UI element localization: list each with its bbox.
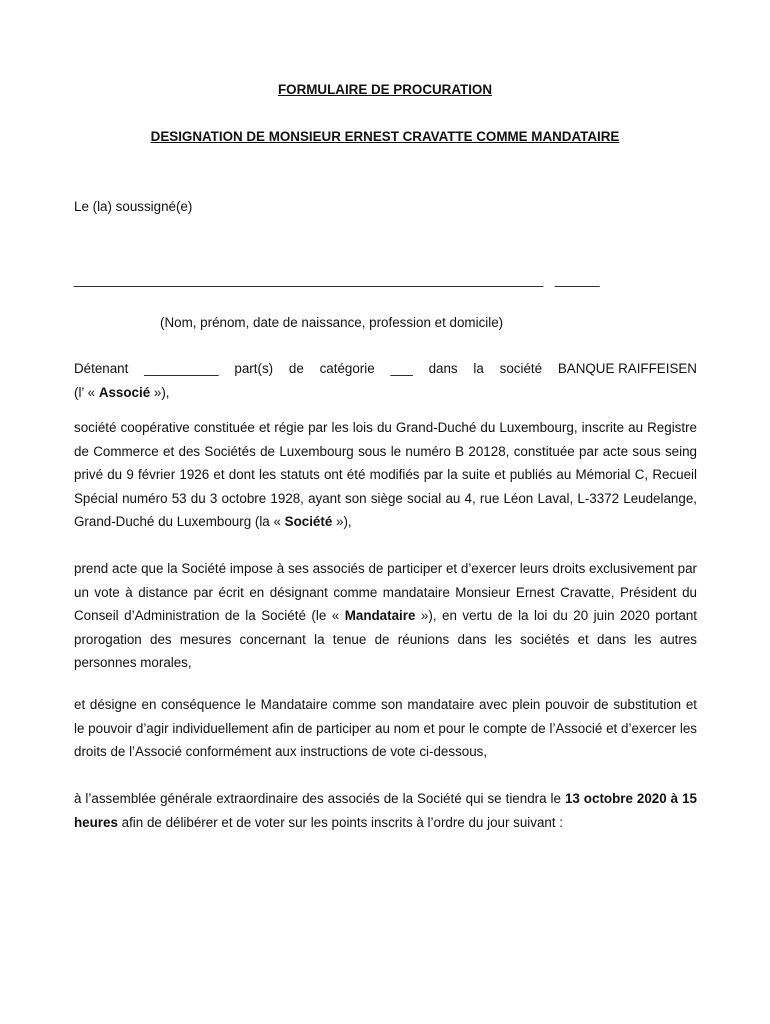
- holding-categorie: catégorie: [319, 361, 375, 376]
- assembly-paragraph: [74, 787, 697, 834]
- holding-dans: dans: [428, 361, 458, 376]
- acte-text: prend acte que la Société impose à ses associés de participer et d’exercer leurs droits exclusivement par un vote à distance par écrit en désignant comme mandataire Monsieur Ernest Cravatte, Président du Conseil d’Administration de la Société (le «: [74, 561, 697, 623]
- holding-parts-label: part(s): [234, 361, 274, 376]
- holding-blank-category: ___: [390, 361, 413, 376]
- company-defined-term: Société: [284, 514, 333, 529]
- acte-defined-term: Mandataire: [344, 608, 416, 623]
- holding-associe-pre: (l’ «: [74, 384, 99, 400]
- company-paragraph: [74, 416, 697, 534]
- identity-blank-line: [74, 268, 600, 292]
- holding-line-2: [74, 381, 697, 405]
- document-subtitle: DESIGNATION DE MONSIEUR ERNEST CRAVATTE COMME MANDATAIRE: [150, 129, 620, 144]
- holding-associe-post: »),: [150, 384, 170, 400]
- undersigned-label: Le (la) soussigné(e): [74, 199, 193, 214]
- holding-paragraph: [74, 357, 697, 404]
- acte-text-end: »), en vertu de la loi du 20 juin 2020 portant prorogation des mesures concernant la tenue de réunions dans les sociétés et dans les autres personnes morales,: [74, 608, 697, 670]
- holding-la: la: [473, 361, 484, 376]
- designation-paragraph: et désigne en conséquence le Mandataire comme son mandataire avec plein pouvoir de substitution et le pouvoir d’agir individuellement afin de participer au nom et pour le compte de l’Associé et d’exercer les droits de l’Associé conformément aux instructions de vote ci-dessous,: [74, 697, 697, 759]
- document-title: FORMULAIRE DE PROCURATION: [278, 82, 492, 97]
- holding-blank-parts: __________: [144, 361, 219, 376]
- company-text-end: »),: [332, 514, 352, 529]
- acte-paragraph: [74, 557, 697, 675]
- holding-line-1: [74, 357, 697, 381]
- identity-blank-short: ______: [554, 272, 600, 287]
- company-text: société coopérative constituée et régie par les lois du Grand-Duché du Luxembourg, inscrite au Registre de Commerce et des Sociétés de Luxembourg sous le numéro B 20128, constituée par acte sous seing privé du 9 février 1926 et dont les statuts ont été modifiés par la suite et publiés au Mémorial C, Recueil Spécial numéro 53 du 3 octobre 1928, ayant son siège social au 4, rue Léon Laval, L-3372 Leudelange, Grand-Duché du Luxembourg (la «: [74, 420, 697, 529]
- holding-detenant: Détenant: [74, 361, 129, 376]
- holding-associe-term: Associé: [98, 384, 151, 400]
- identity-blank-main: _______________________________________________________________: [74, 272, 544, 287]
- holding-societe-word: société: [499, 361, 543, 376]
- assembly-date: 13 octobre 2020 à 15 heures: [74, 791, 697, 830]
- holding-de: de: [288, 361, 304, 376]
- identity-hint: (Nom, prénom, date de naissance, profession et domicile): [160, 315, 504, 330]
- assembly-text-end: afin de délibérer et de voter sur les points inscrits à l’ordre du jour suivant :: [117, 814, 564, 830]
- holding-bank-name: BANQUE RAIFFEISEN: [557, 361, 697, 376]
- assembly-text: à l’assemblée générale extraordinaire des associés de la Société qui se tiendra le: [74, 791, 565, 806]
